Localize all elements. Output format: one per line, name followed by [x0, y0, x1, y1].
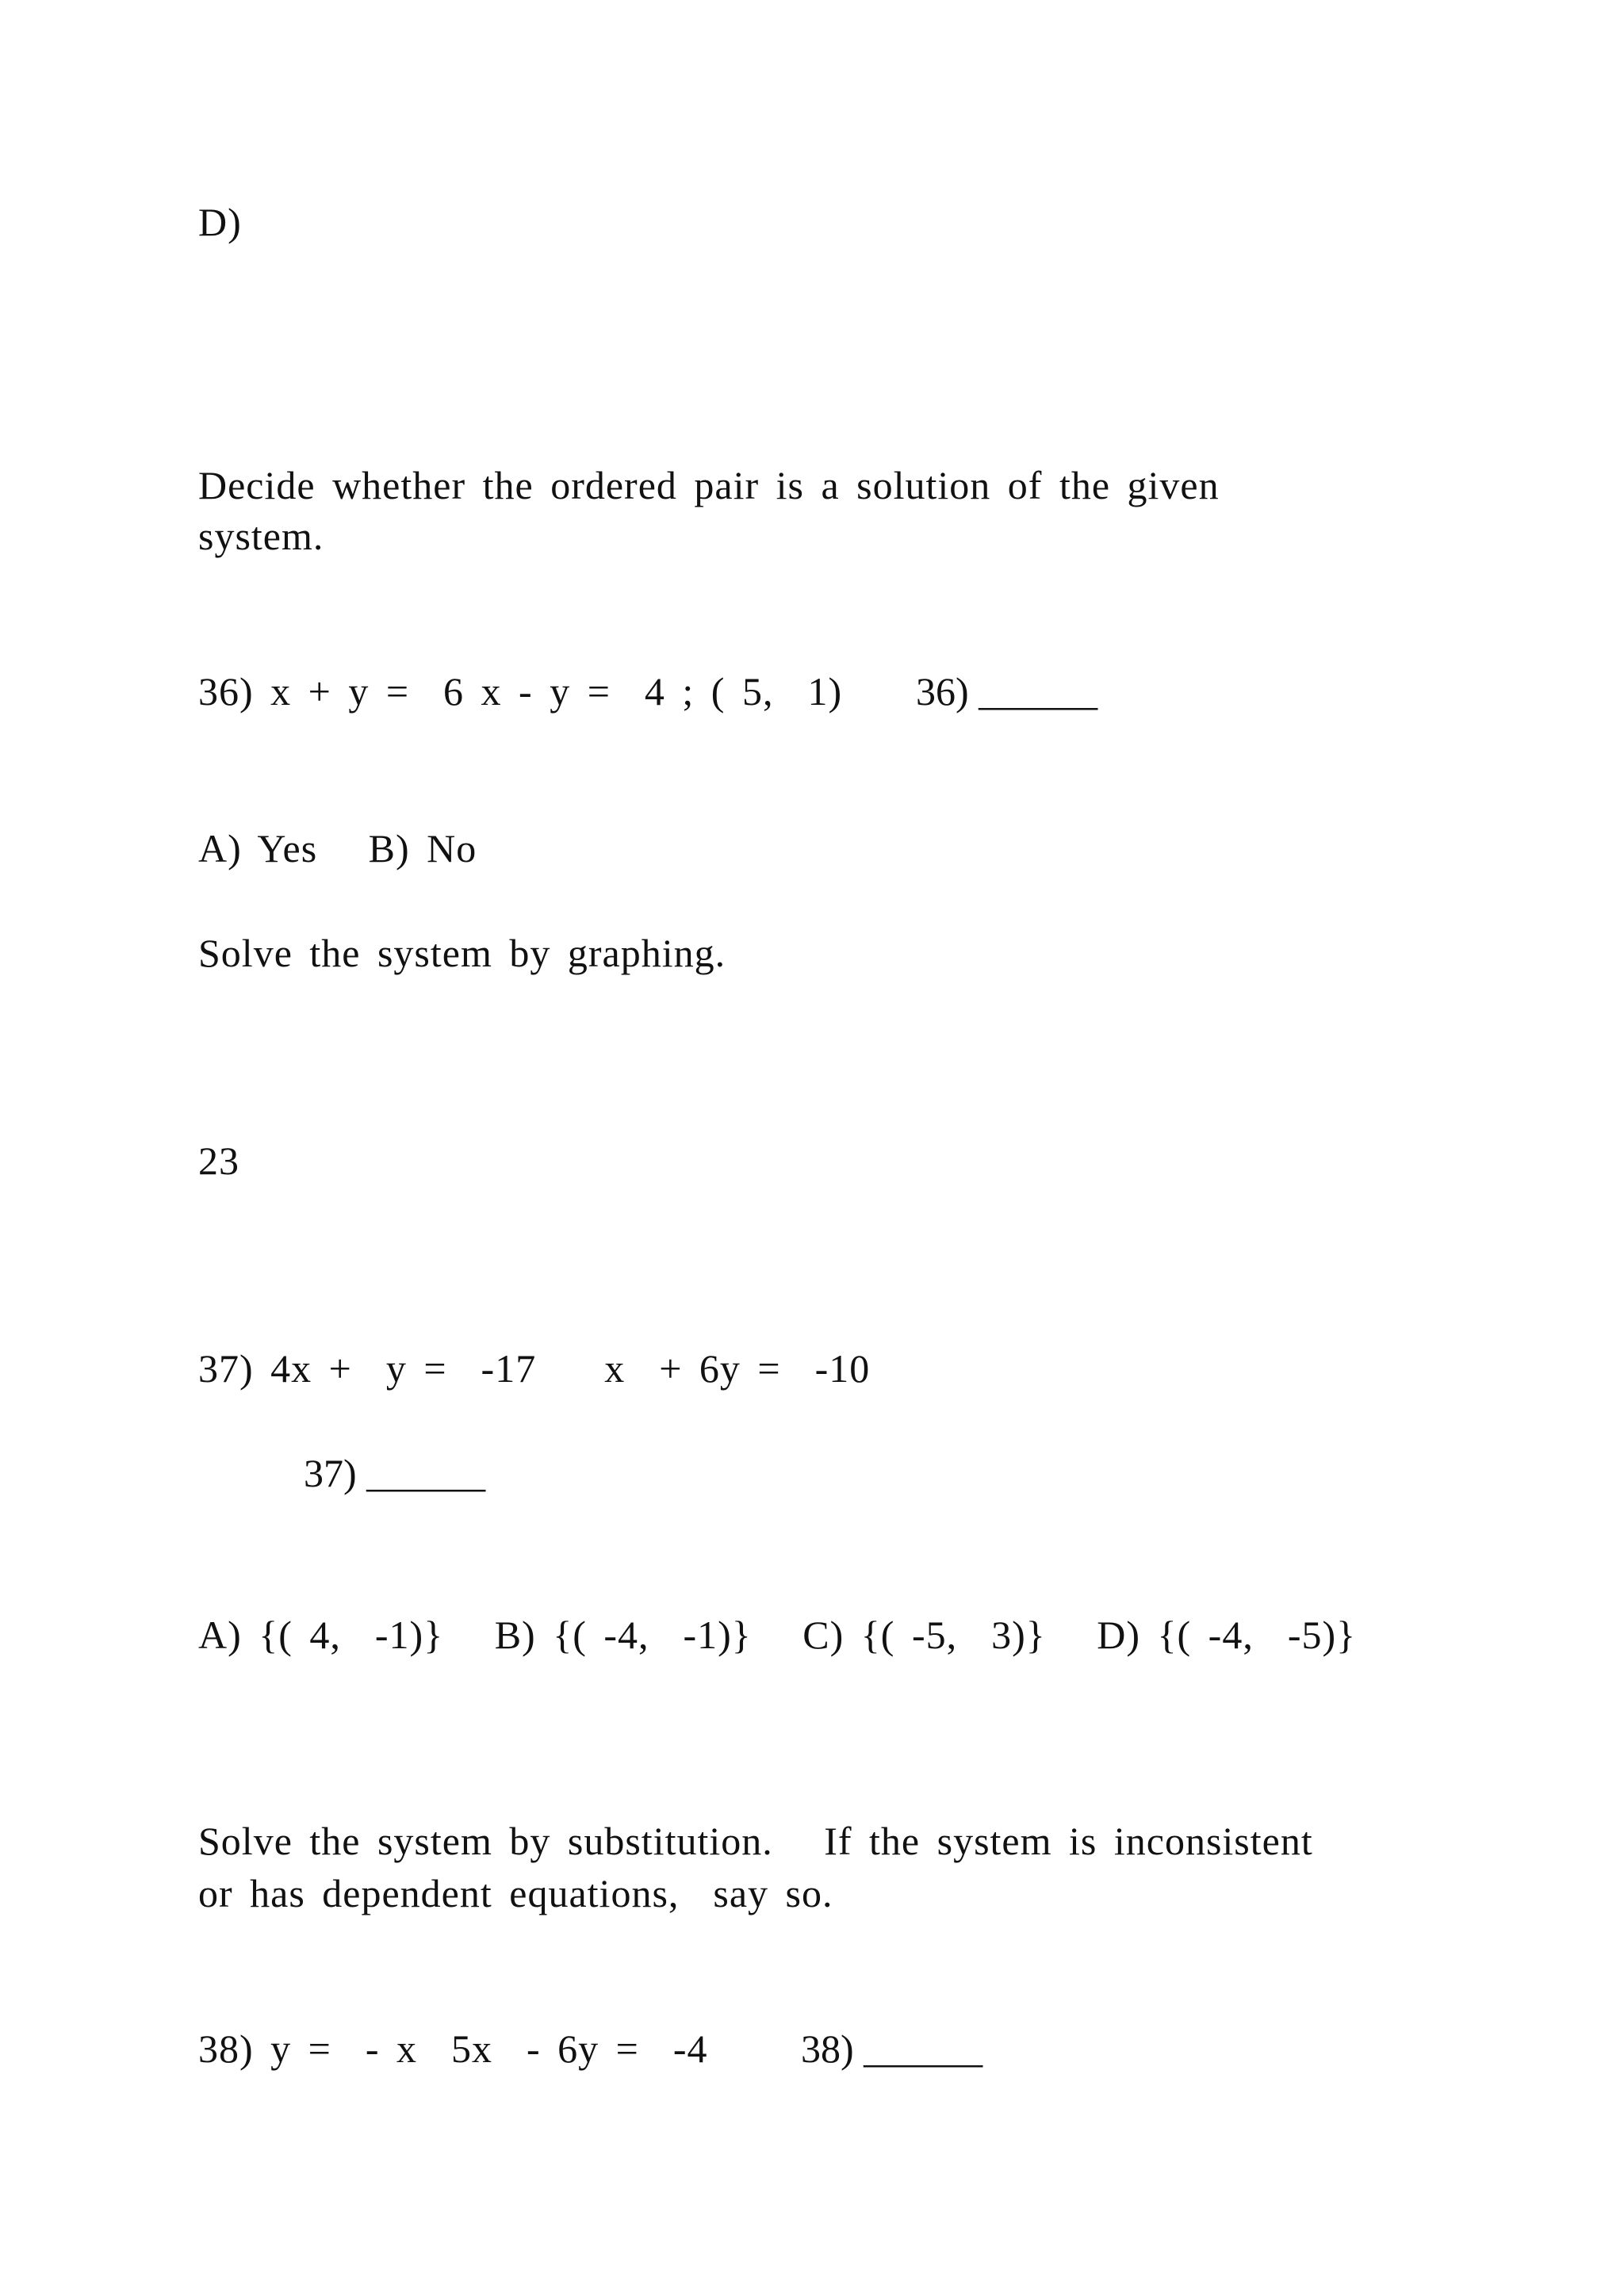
instruction-graph: Solve the system by graphing. [198, 931, 726, 975]
instruction-substitution-line1: Solve the system by substitution. If the system is inconsistent [198, 1819, 1313, 1863]
page-number: 23 [198, 1138, 239, 1183]
option-d-label: D) [198, 200, 242, 244]
question-37-problem: 37) 4x + y = -17 x + 6y = -10 [198, 1346, 871, 1391]
instruction-substitution-line2: or has dependent equations, say so. [198, 1871, 833, 1915]
instruction-decide-line1: Decide whether the ordered pair is a solution of the given [198, 463, 1220, 507]
question-38-answer-blank: 38) ______ [801, 2026, 983, 2071]
question-37-answer-blank: 37) ______ [304, 1451, 486, 1495]
question-36-choices: A) Yes B) No [198, 826, 477, 871]
question-36-problem: 36) x + y = 6 x - y = 4 ; ( 5, 1) [198, 669, 843, 714]
instruction-decide-line2: system. [198, 514, 324, 558]
question-37-choices: A) {( 4, -1)} B) {( -4, -1)} C) {( -5, 3)} D) {( -4, -5)} [198, 1613, 1357, 1657]
question-36-answer-blank: 36) ______ [916, 669, 1098, 714]
question-38-problem: 38) y = - x 5x - 6y = -4 [198, 2026, 708, 2071]
